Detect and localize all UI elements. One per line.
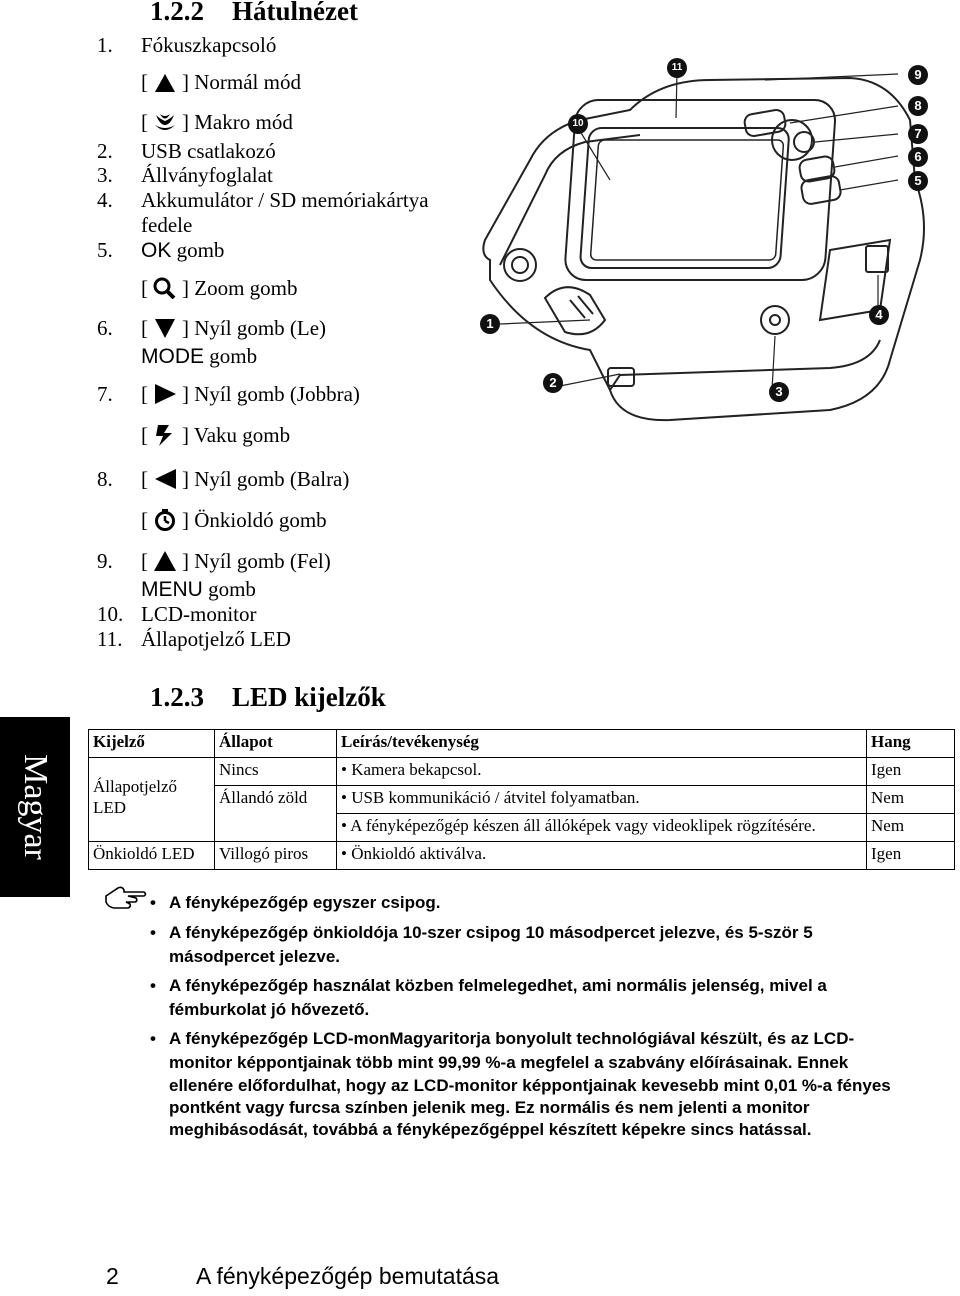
callout-2: 2 <box>543 373 563 393</box>
bullet: • <box>150 923 156 942</box>
legend-text: fedele <box>141 213 193 237</box>
legend-text: ] Vaku gomb <box>182 423 291 447</box>
note-hand-icon <box>104 884 148 912</box>
table-header-sound: Hang <box>867 730 955 758</box>
legend-number: 11. <box>97 627 123 651</box>
legend-text: ] Nyíl gomb (Jobbra) <box>182 382 360 406</box>
legend-text: Akkumulátor / SD memóriakártya <box>141 188 429 212</box>
table-cell-sound: Nem <box>867 786 955 814</box>
legend-item-4b <box>141 212 192 238</box>
note-text: monitor képpontjainak több mint 99,99 %-a megfelel a szabvány előírásainak. Ennek <box>169 1053 849 1072</box>
table-cell-sound: Igen <box>867 842 955 870</box>
button-key-label: MODE <box>141 345 204 368</box>
section-title-rear-view <box>150 0 358 27</box>
bullet: • <box>150 976 156 995</box>
legend-text: USB csatlakozó <box>141 139 276 163</box>
note-text: A fényképezőgép használat közben felmelegedhet, ami normális jelenség, mivel a <box>169 976 827 995</box>
arrow-left-icon <box>152 468 178 490</box>
legend-text: gomb <box>202 577 256 601</box>
macro-flower-icon <box>152 111 178 133</box>
legend-text: Állványfoglalat <box>141 163 273 187</box>
legend-item-1a <box>141 69 301 95</box>
page-number: 2 <box>106 1263 119 1289</box>
table-cell-indicator: Önkioldó LED <box>89 842 215 870</box>
table-header-row <box>89 730 955 758</box>
legend-item-1b <box>141 109 293 135</box>
table-row <box>89 842 955 870</box>
table-header-state: Állapot <box>215 730 337 758</box>
note-text: másodpercet jelezve. <box>169 947 341 966</box>
callout-10: 10 <box>568 114 588 134</box>
legend-text: ] Önkioldó gomb <box>182 508 327 532</box>
legend-item-9b <box>141 576 256 603</box>
legend-text: ] Makro mód <box>182 110 293 134</box>
note-text: meghibásodását, továbbá a fényképezőgéppel készített képekre sincs hatással. <box>169 1120 812 1139</box>
footer-title: A fényképezőgép bemutatása <box>196 1263 500 1289</box>
callout-3: 3 <box>769 382 789 402</box>
bracket: [ <box>141 467 148 491</box>
legend-text: gomb <box>171 238 225 262</box>
note-text: fémburkolat jó hővezető. <box>169 1000 370 1019</box>
language-tab <box>0 717 70 897</box>
legend-text: ] Nyíl gomb (Balra) <box>182 467 350 491</box>
mountain-icon <box>152 71 178 93</box>
legend-number: 6. <box>97 316 113 340</box>
note-text: A fényképezőgép önkioldója 10-szer csipog 10 másodpercet jelezve, és 5-ször 5 <box>169 923 813 942</box>
legend-number: 2. <box>97 139 113 163</box>
bracket: [ <box>141 276 148 300</box>
bracket: [ <box>141 549 148 573</box>
table-cell-state: Állandó zöld <box>215 786 337 842</box>
bracket: [ <box>141 423 148 447</box>
bracket: [ <box>141 316 148 340</box>
status-led-label: Állapotjelző <box>93 777 178 796</box>
table-cell-description: • Kamera bekapcsol. <box>337 758 867 786</box>
table-cell-state: Nincs <box>215 758 337 786</box>
bracket: [ <box>141 70 148 94</box>
button-key-label: OK <box>141 239 172 262</box>
page-footer <box>106 1263 499 1290</box>
bracket: [ <box>141 508 148 532</box>
table-header-description: Leírás/tevékenység <box>337 730 867 758</box>
legend-text: Fókuszkapcsoló <box>141 33 277 57</box>
legend-text: ] Nyíl gomb (Le) <box>182 316 327 340</box>
led-indicator-table <box>88 729 955 870</box>
section-title-led-indicators <box>150 682 386 713</box>
legend-text: LCD-monitor <box>141 602 257 626</box>
self-timer-icon <box>152 509 178 531</box>
table-cell-description: • USB kommunikáció / átvitel folyamatban. <box>337 786 867 814</box>
table-row <box>89 786 955 814</box>
bullet: • <box>150 1029 156 1048</box>
legend-text: Állapotjelző LED <box>141 627 291 651</box>
table-cell-sound: Igen <box>867 758 955 786</box>
section-number: 1.2.3 <box>150 682 204 712</box>
legend-text: ] Nyíl gomb (Fel) <box>182 549 331 573</box>
callout-1: 1 <box>480 314 500 334</box>
callout-5: 5 <box>908 171 928 191</box>
table-cell-state: Villogó piros <box>215 842 337 870</box>
note-text: A fényképezőgép egyszer csipog. <box>169 893 441 912</box>
table-cell-description: • A fényképezőgép készen áll állóképek vagy videoklipek rögzítésére. <box>337 814 867 842</box>
camera-rear-view-illustration <box>470 50 958 450</box>
callout-11: 11 <box>667 58 687 78</box>
legend-number: 10. <box>97 602 124 626</box>
arrow-up-icon <box>152 550 178 572</box>
legend-number: 3. <box>97 163 113 187</box>
bracket: [ <box>141 382 148 406</box>
table-row <box>89 758 955 786</box>
arrow-right-icon <box>152 383 178 405</box>
legend-item-5a <box>141 275 298 301</box>
callout-6: 6 <box>908 147 928 167</box>
callout-9: 9 <box>908 65 928 85</box>
legend-item-7a <box>141 422 290 448</box>
zoom-magnifier-icon <box>152 277 178 299</box>
table-cell-description: • Önkioldó aktiválva. <box>337 842 867 870</box>
legend-number: 4. <box>97 188 113 212</box>
section-title: Hátulnézet <box>232 0 358 26</box>
legend-number: 1. <box>97 33 113 57</box>
table-cell-sound: Nem <box>867 814 955 842</box>
legend-item-6b <box>141 343 257 370</box>
status-led-label: LED <box>93 798 127 817</box>
callout-7: 7 <box>908 124 928 144</box>
button-key-label: MENU <box>141 578 203 601</box>
note-text: pontként vagy furcsa színben jelenik meg. Ez normális és nem jelenti a monitor <box>169 1098 810 1117</box>
language-tab-label: Magyar <box>17 754 54 860</box>
note-text: A fényképezőgép LCD-monMagyaritorja bonyolult technológiával készült, és az LCD- <box>169 1029 855 1048</box>
table-header-indicator: Kijelző <box>89 730 215 758</box>
note-text: ellenére előfordulhat, hogy az LCD-monitor képpontjainak kevesebb mint 0,01 %-a fényes <box>169 1076 891 1095</box>
legend-text: gomb <box>204 344 258 368</box>
legend-number: 8. <box>97 467 113 491</box>
callout-8: 8 <box>908 96 928 116</box>
legend-number: 5. <box>97 238 113 262</box>
arrow-down-icon <box>152 317 178 339</box>
callout-4: 4 <box>869 305 889 325</box>
table-cell-indicator <box>89 758 215 842</box>
legend-text: ] Normál mód <box>182 70 301 94</box>
flash-icon <box>152 424 178 446</box>
legend-item-8a <box>141 507 327 533</box>
legend-number: 9. <box>97 549 113 573</box>
bracket: [ <box>141 110 148 134</box>
legend-text: ] Zoom gomb <box>182 276 298 300</box>
section-title: LED kijelzők <box>232 682 386 712</box>
section-number: 1.2.2 <box>150 0 204 26</box>
bullet: • <box>150 893 156 912</box>
legend-number: 7. <box>97 382 113 406</box>
